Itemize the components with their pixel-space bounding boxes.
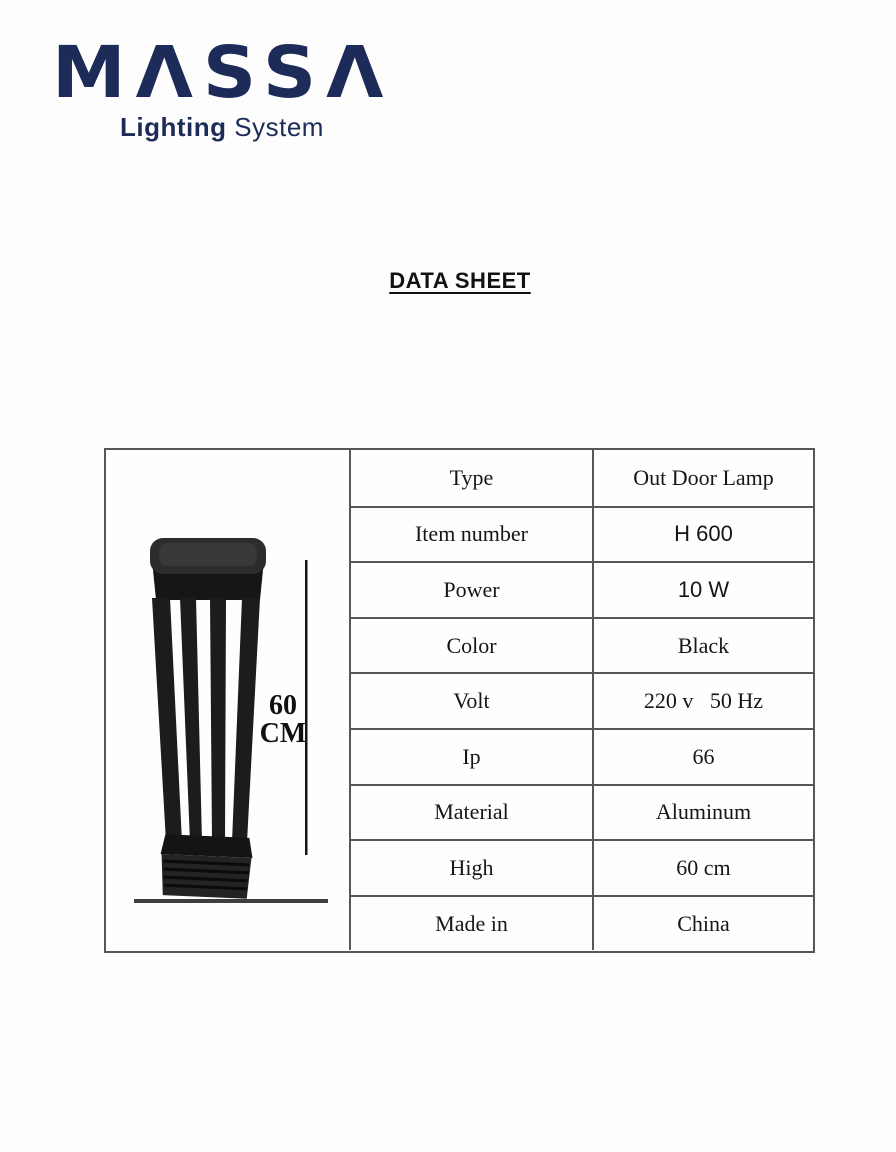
spec-value-high: 60 cm [592, 839, 813, 895]
spec-label-high: High [349, 839, 592, 895]
page-title-text: DATA SHEET [389, 268, 531, 293]
lamp-cap-highlight [159, 543, 257, 566]
spec-value-material: Aluminum [592, 784, 813, 840]
spec-value-volt: 220 v 50 Hz [592, 672, 813, 728]
lamp-post-4 [232, 598, 260, 842]
brand-tagline-system: System [226, 112, 324, 142]
brand-tagline-lighting: Lighting [120, 112, 227, 142]
spec-label-power: Power [349, 561, 592, 617]
spec-label-volt: Volt [349, 672, 592, 728]
spec-value-made-in: China [592, 895, 813, 951]
lamp-post-1 [152, 598, 182, 842]
lamp-base-collar [161, 834, 254, 858]
spec-label-material: Material [349, 784, 592, 840]
spec-value-ip: 66 [592, 728, 813, 784]
lamp-post-2 [180, 598, 202, 842]
spec-label-ip: Ip [349, 728, 592, 784]
page-title [104, 268, 816, 294]
spec-label-type: Type [349, 450, 592, 506]
brand-tagline [52, 112, 392, 143]
ground-line [134, 899, 328, 903]
spec-label-item-number: Item number [349, 506, 592, 562]
dimension-line [305, 560, 308, 855]
spec-label-made-in: Made in [349, 895, 592, 951]
brand-name: MΛSSΛ [52, 31, 394, 115]
spec-value-item-number: H 600 [592, 506, 813, 562]
lamp-post-3 [210, 598, 226, 842]
spec-value-type: Out Door Lamp [592, 450, 813, 506]
lamp-base [159, 834, 254, 899]
product-photo-bollard-lamp [106, 450, 345, 951]
spec-value-power: 10 W [592, 561, 813, 617]
dimension-unit-label: CM [259, 718, 307, 749]
spec-value-color: Black [592, 617, 813, 673]
spec-table [104, 448, 815, 953]
product-image-cell [106, 450, 349, 950]
dimension-value-label: 60 [269, 690, 297, 721]
spec-label-color: Color [349, 617, 592, 673]
brand-logo [52, 31, 394, 143]
